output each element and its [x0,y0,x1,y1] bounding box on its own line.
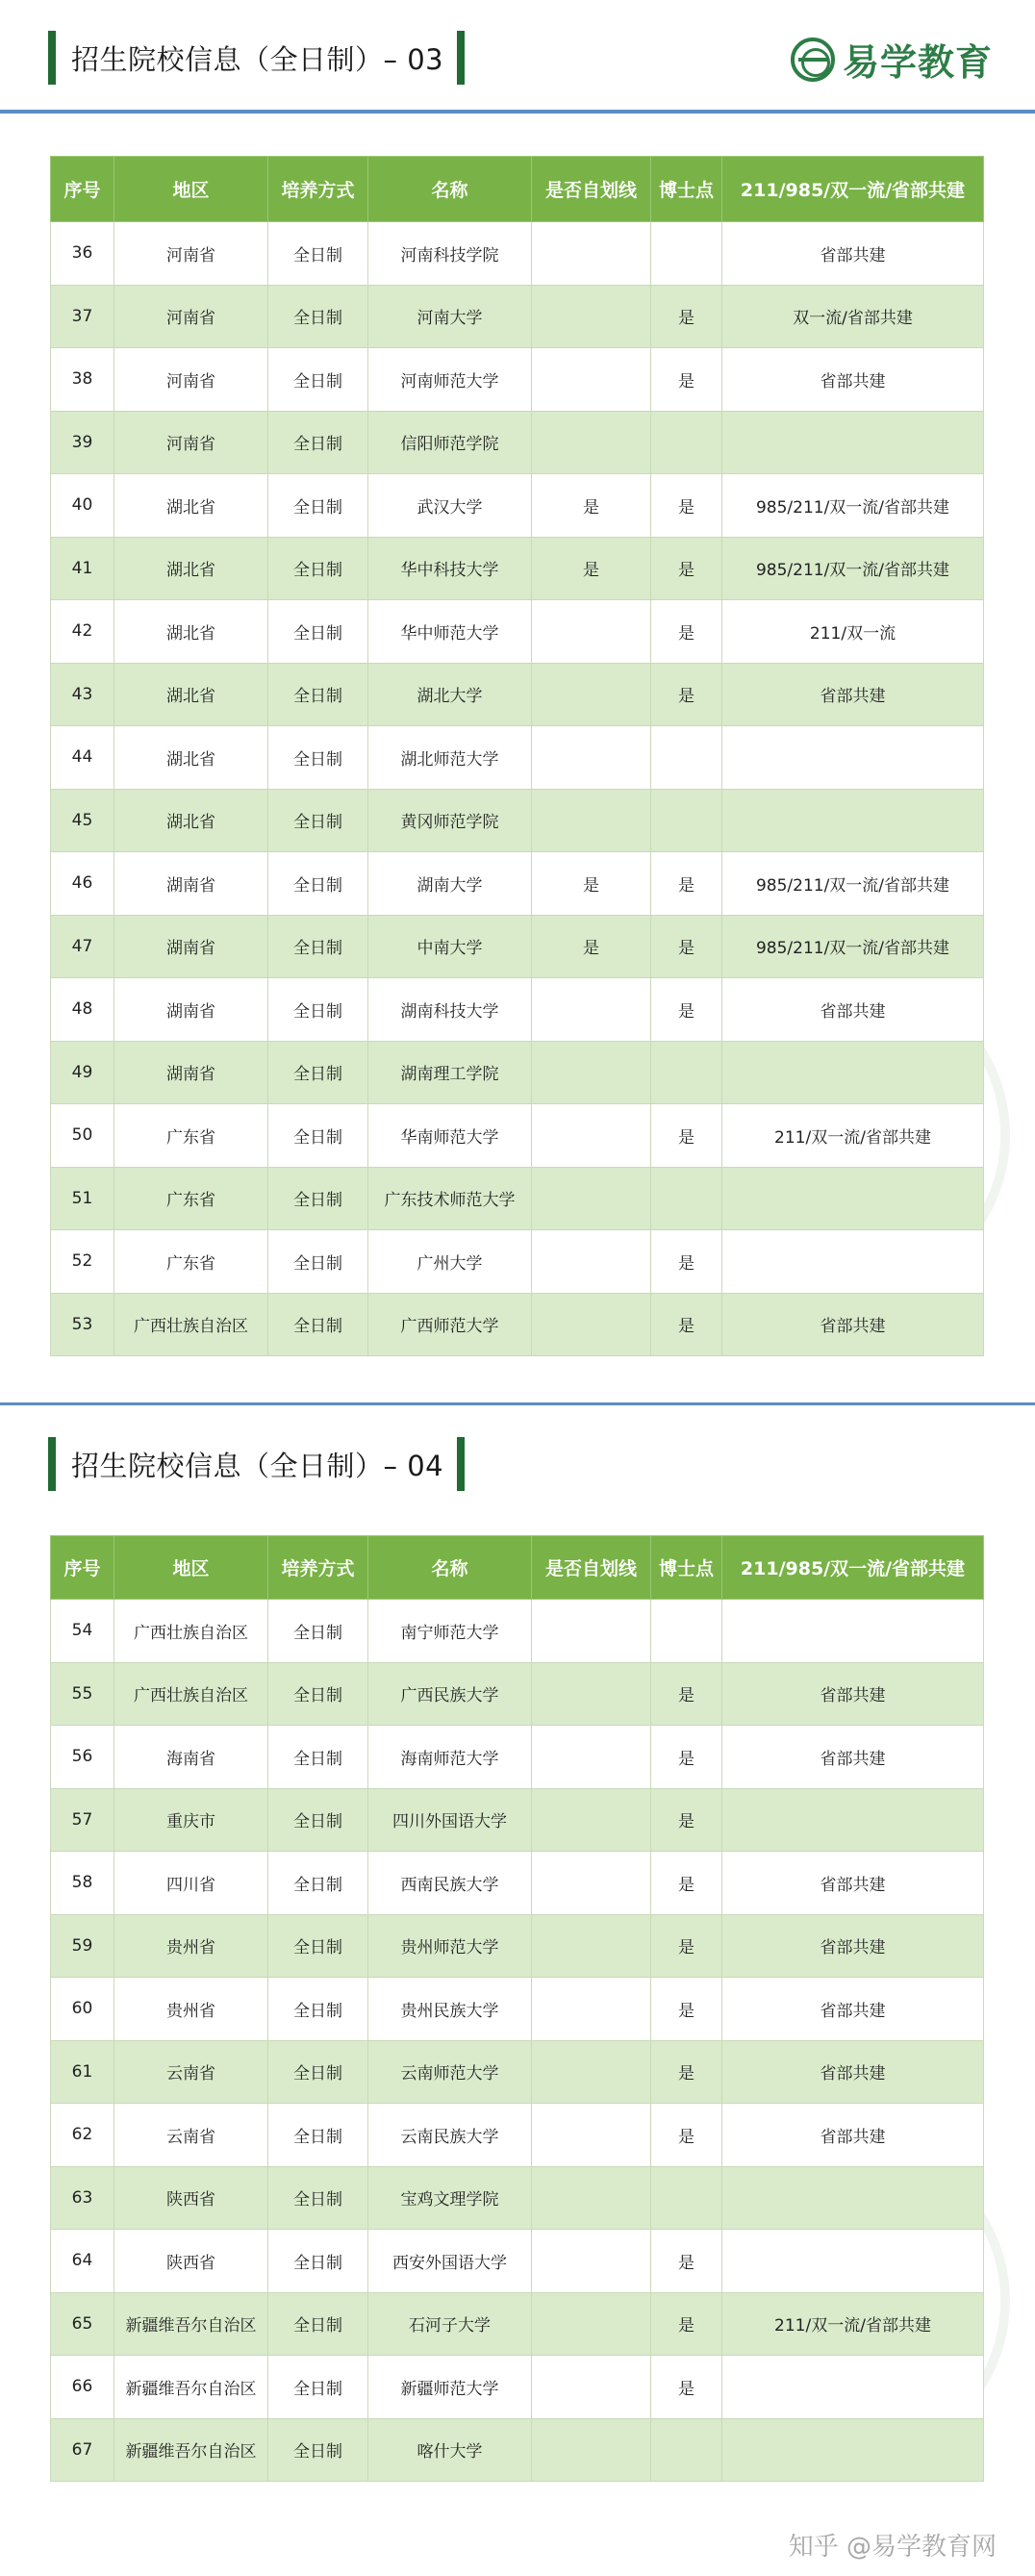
table-cell [532,411,651,474]
column-header: 序号 [51,1536,114,1600]
table-cell: 49 [51,1041,114,1104]
table-cell: 陕西省 [114,2230,268,2293]
table-cell [722,1230,984,1294]
table-cell: 南宁师范大学 [368,1600,532,1663]
table-cell: 华中师范大学 [368,600,532,664]
table-cell: 全日制 [268,1293,368,1356]
table-cell: 是 [651,2356,722,2419]
table-cell: 全日制 [268,537,368,600]
table-cell: 是 [651,537,722,600]
table-cell: 全日制 [268,1041,368,1104]
table-cell: 信阳师范学院 [368,411,532,474]
table-cell: 44 [51,726,114,790]
table-cell: 华南师范大学 [368,1104,532,1168]
table-cell [651,222,722,286]
table-cell: 河南省 [114,411,268,474]
table-cell: 64 [51,2230,114,2293]
table-cell: 省部共建 [722,1662,984,1726]
table-cell [532,2418,651,2482]
table-cell: 59 [51,1914,114,1978]
table-cell [722,1167,984,1230]
table-cell [532,2040,651,2104]
table-cell: 省部共建 [722,1914,984,1978]
column-header: 博士点 [651,1536,722,1600]
table-cell: 湖南省 [114,852,268,916]
table-cell: 湖南省 [114,915,268,978]
table-row [51,1788,984,1852]
table-cell: 42 [51,600,114,664]
table-cell [722,2230,984,2293]
table-cell: 广东省 [114,1167,268,1230]
table-cell: 是 [651,2292,722,2356]
table-row [51,1978,984,2041]
table-cell: 67 [51,2418,114,2482]
table-cell: 广西壮族自治区 [114,1293,268,1356]
title-block [48,31,465,85]
table-cell [532,1852,651,1915]
table-cell: 四川省 [114,1852,268,1915]
table-row [51,1293,984,1356]
table-header [51,1536,984,1600]
table-cell [532,1662,651,1726]
table-cell: 全日制 [268,915,368,978]
table-cell: 全日制 [268,2230,368,2293]
table-cell: 是 [651,852,722,916]
table-cell: 是 [651,1230,722,1294]
table-row [51,1230,984,1294]
section-04 [0,1406,1035,2576]
table-row [51,726,984,790]
title-block [48,1437,465,1491]
column-header: 培养方式 [268,1536,368,1600]
table-cell: 湖南理工学院 [368,1041,532,1104]
table-row [51,1852,984,1915]
table-cell: 新疆维吾尔自治区 [114,2292,268,2356]
table-cell [722,726,984,790]
table-cell [651,411,722,474]
footer-credit: 知乎 @易学教育网 [788,2533,997,2562]
table-cell [532,789,651,852]
table-cell [532,1978,651,2041]
table-cell [651,1167,722,1230]
table-row [51,852,984,916]
table-cell [722,1788,984,1852]
table-cell [722,2166,984,2230]
title-bar-left [48,31,56,85]
table-row [51,2418,984,2482]
table-cell [532,1104,651,1168]
table-cell: 是 [651,474,722,538]
table-row [51,600,984,664]
brand-emblem-icon [791,38,835,82]
table-cell: 陕西省 [114,2166,268,2230]
table-row [51,2166,984,2230]
column-header: 名称 [368,1536,532,1600]
table-cell [532,663,651,726]
table-cell: 广东省 [114,1230,268,1294]
title-bar-right [457,1437,465,1491]
table-row [51,2292,984,2356]
table-cell: 云南省 [114,2104,268,2167]
header-row [51,1536,984,1600]
table-cell: 河南大学 [368,285,532,348]
table-cell: 是 [651,2230,722,2293]
table-cell: 湖南大学 [368,852,532,916]
table-cell: 36 [51,222,114,286]
table-cell [651,2166,722,2230]
table-row [51,915,984,978]
table-cell: 全日制 [268,2104,368,2167]
table-cell: 全日制 [268,1600,368,1663]
column-header: 培养方式 [268,157,368,222]
column-header: 地区 [114,157,268,222]
school-table [50,156,984,1356]
table-cell: 广东技术师范大学 [368,1167,532,1230]
column-header: 博士点 [651,157,722,222]
table-cell: 是 [651,1104,722,1168]
table-cell [532,1293,651,1356]
school-table [50,1535,984,2482]
table-cell: 43 [51,663,114,726]
table-cell: 新疆维吾尔自治区 [114,2418,268,2482]
table-cell: 云南师范大学 [368,2040,532,2104]
table-cell: 湖南省 [114,1041,268,1104]
table-row [51,1914,984,1978]
table-cell: 52 [51,1230,114,1294]
table-cell: 全日制 [268,1978,368,2041]
table-row [51,789,984,852]
table-row [51,411,984,474]
table-cell [532,1914,651,1978]
table-cell: 45 [51,789,114,852]
table-cell: 广西壮族自治区 [114,1662,268,1726]
table-row [51,2356,984,2419]
table-cell: 211/双一流 [722,600,984,664]
table-cell [722,1041,984,1104]
table-cell: 全日制 [268,978,368,1042]
table-cell [532,978,651,1042]
table-cell: 57 [51,1788,114,1852]
table-cell: 全日制 [268,1852,368,1915]
table-cell: 211/双一流/省部共建 [722,1104,984,1168]
table-cell: 60 [51,1978,114,2041]
table-cell: 喀什大学 [368,2418,532,2482]
table-cell: 985/211/双一流/省部共建 [722,474,984,538]
table-cell: 省部共建 [722,1726,984,1789]
table-cell [722,1600,984,1663]
table-cell: 48 [51,978,114,1042]
table-cell: 广州大学 [368,1230,532,1294]
table-row [51,2040,984,2104]
table-cell: 四川外国语大学 [368,1788,532,1852]
table-cell: 河南科技学院 [368,222,532,286]
section-divider [0,1402,1035,1405]
table-cell: 全日制 [268,2418,368,2482]
table-cell: 全日制 [268,852,368,916]
table-cell [532,1230,651,1294]
section-title: 招生院校信息（全日制）– 03 [71,42,444,76]
table-cell: 全日制 [268,1726,368,1789]
table-row [51,1041,984,1104]
table-cell: 58 [51,1852,114,1915]
table-cell: 双一流/省部共建 [722,285,984,348]
table-row [51,285,984,348]
table-body [51,1600,984,2482]
table-cell: 211/双一流/省部共建 [722,2292,984,2356]
table-cell: 是 [651,285,722,348]
table-cell: 53 [51,1293,114,1356]
table-cell: 重庆市 [114,1788,268,1852]
table-cell: 65 [51,2292,114,2356]
table-cell: 省部共建 [722,1852,984,1915]
section-header [0,0,1035,115]
table-cell: 全日制 [268,222,368,286]
table-cell [532,2230,651,2293]
table-cell [532,2292,651,2356]
table-row [51,1600,984,1663]
table-cell: 新疆师范大学 [368,2356,532,2419]
table-cell: 38 [51,348,114,412]
table-cell [651,1041,722,1104]
table-header [51,157,984,222]
table-cell: 全日制 [268,663,368,726]
table-cell: 40 [51,474,114,538]
table-cell [722,411,984,474]
table-row [51,1662,984,1726]
table-row [51,2230,984,2293]
table-cell: 贵州省 [114,1978,268,2041]
table-cell: 39 [51,411,114,474]
table-cell: 湖北省 [114,789,268,852]
table-row [51,1104,984,1168]
table-cell [532,726,651,790]
table-cell: 63 [51,2166,114,2230]
table-cell: 全日制 [268,1662,368,1726]
table-cell: 是 [651,915,722,978]
table-cell: 全日制 [268,285,368,348]
table-row [51,537,984,600]
table-cell: 全日制 [268,348,368,412]
table-cell: 985/211/双一流/省部共建 [722,852,984,916]
table-cell: 47 [51,915,114,978]
table-cell: 46 [51,852,114,916]
table-cell [722,789,984,852]
table-cell: 广西民族大学 [368,1662,532,1726]
table-cell: 省部共建 [722,1293,984,1356]
table-cell: 湖南省 [114,978,268,1042]
table-cell: 湖北师范大学 [368,726,532,790]
table-cell: 海南师范大学 [368,1726,532,1789]
table-cell: 西安外国语大学 [368,2230,532,2293]
table-cell [532,1041,651,1104]
table-cell: 云南省 [114,2040,268,2104]
table-cell [651,2418,722,2482]
table-cell: 是 [651,348,722,412]
table-cell: 全日制 [268,1230,368,1294]
table-cell: 54 [51,1600,114,1663]
table-cell [651,726,722,790]
table-cell: 全日制 [268,600,368,664]
table-cell: 是 [651,1914,722,1978]
section-header [0,1406,1035,1522]
table-cell: 西南民族大学 [368,1852,532,1915]
table-cell [532,600,651,664]
table-cell: 56 [51,1726,114,1789]
column-header: 211/985/双一流/省部共建 [722,157,984,222]
table-cell: 61 [51,2040,114,2104]
table-cell: 是 [651,663,722,726]
column-header: 地区 [114,1536,268,1600]
table-cell: 黄冈师范学院 [368,789,532,852]
table-cell: 全日制 [268,474,368,538]
table-row [51,474,984,538]
table-cell [722,2418,984,2482]
table-cell: 广西师范大学 [368,1293,532,1356]
table-cell [532,348,651,412]
column-header: 是否自划线 [532,157,651,222]
table-cell: 湖北省 [114,474,268,538]
table-cell: 湖北省 [114,726,268,790]
table-cell: 湖北省 [114,663,268,726]
column-header: 是否自划线 [532,1536,651,1600]
table-cell: 是 [532,915,651,978]
table-cell: 是 [651,1978,722,2041]
table-cell: 50 [51,1104,114,1168]
table-cell: 是 [651,1293,722,1356]
table-cell: 37 [51,285,114,348]
table-cell [532,1788,651,1852]
table-cell: 省部共建 [722,663,984,726]
table-cell: 贵州省 [114,1914,268,1978]
table-row [51,978,984,1042]
table-cell: 省部共建 [722,2040,984,2104]
table-cell: 中南大学 [368,915,532,978]
table-cell: 新疆维吾尔自治区 [114,2356,268,2419]
header-divider [0,110,1035,114]
table-cell [532,285,651,348]
table-cell [532,222,651,286]
table-row [51,2104,984,2167]
table-cell: 省部共建 [722,222,984,286]
table-cell [532,2166,651,2230]
table-cell [651,1600,722,1663]
table-cell: 是 [651,978,722,1042]
table-cell: 河南师范大学 [368,348,532,412]
table-cell: 全日制 [268,1104,368,1168]
title-bar-right [457,31,465,85]
table-cell [532,1600,651,1663]
table-cell: 是 [651,2104,722,2167]
table-cell: 全日制 [268,2292,368,2356]
table-body [51,222,984,1356]
table-row [51,663,984,726]
table-cell: 广西壮族自治区 [114,1600,268,1663]
table-cell: 河南省 [114,348,268,412]
table-cell: 华中科技大学 [368,537,532,600]
table-cell: 是 [651,1852,722,1915]
table-cell: 51 [51,1167,114,1230]
table-cell: 是 [651,2040,722,2104]
table-cell: 66 [51,2356,114,2419]
column-header: 序号 [51,157,114,222]
table-cell: 是 [651,600,722,664]
table-cell [722,2356,984,2419]
table-cell: 湖北省 [114,537,268,600]
header-row [51,157,984,222]
table-cell: 全日制 [268,2356,368,2419]
table-cell: 是 [651,1662,722,1726]
table-cell: 河南省 [114,285,268,348]
table-cell: 宝鸡文理学院 [368,2166,532,2230]
table-cell: 湖北大学 [368,663,532,726]
table-cell: 是 [532,474,651,538]
table-cell: 全日制 [268,2040,368,2104]
brand-name: 易学教育 [842,41,993,84]
table-cell: 985/211/双一流/省部共建 [722,915,984,978]
table-cell: 全日制 [268,2166,368,2230]
table-cell: 全日制 [268,726,368,790]
table-cell: 是 [532,852,651,916]
table-cell: 湖北省 [114,600,268,664]
table-cell: 是 [651,1726,722,1789]
table-cell [532,2356,651,2419]
table-cell: 云南民族大学 [368,2104,532,2167]
table-cell: 全日制 [268,789,368,852]
table-cell: 省部共建 [722,2104,984,2167]
table-cell: 省部共建 [722,978,984,1042]
table-cell: 全日制 [268,411,368,474]
table-cell: 41 [51,537,114,600]
table-cell [532,1167,651,1230]
table-row [51,1167,984,1230]
table-cell [651,789,722,852]
table-cell: 贵州师范大学 [368,1914,532,1978]
table-cell: 广东省 [114,1104,268,1168]
table-row [51,348,984,412]
section-title: 招生院校信息（全日制）– 04 [71,1449,444,1482]
table-cell: 全日制 [268,1914,368,1978]
table-cell: 全日制 [268,1788,368,1852]
table-cell: 贵州民族大学 [368,1978,532,2041]
table-cell: 石河子大学 [368,2292,532,2356]
table-cell: 海南省 [114,1726,268,1789]
table-cell [532,2104,651,2167]
table-cell: 湖南科技大学 [368,978,532,1042]
table-cell: 全日制 [268,1167,368,1230]
table-cell: 是 [651,1788,722,1852]
column-header: 211/985/双一流/省部共建 [722,1536,984,1600]
table-cell: 985/211/双一流/省部共建 [722,537,984,600]
table-row [51,222,984,286]
table-cell: 省部共建 [722,1978,984,2041]
brand-logo [791,33,993,86]
table-cell: 省部共建 [722,348,984,412]
table-cell: 55 [51,1662,114,1726]
table-cell [532,1726,651,1789]
table-row [51,1726,984,1789]
title-bar-left [48,1437,56,1491]
table-cell: 武汉大学 [368,474,532,538]
table-cell: 是 [532,537,651,600]
table-cell: 河南省 [114,222,268,286]
table-cell: 62 [51,2104,114,2167]
column-header: 名称 [368,157,532,222]
